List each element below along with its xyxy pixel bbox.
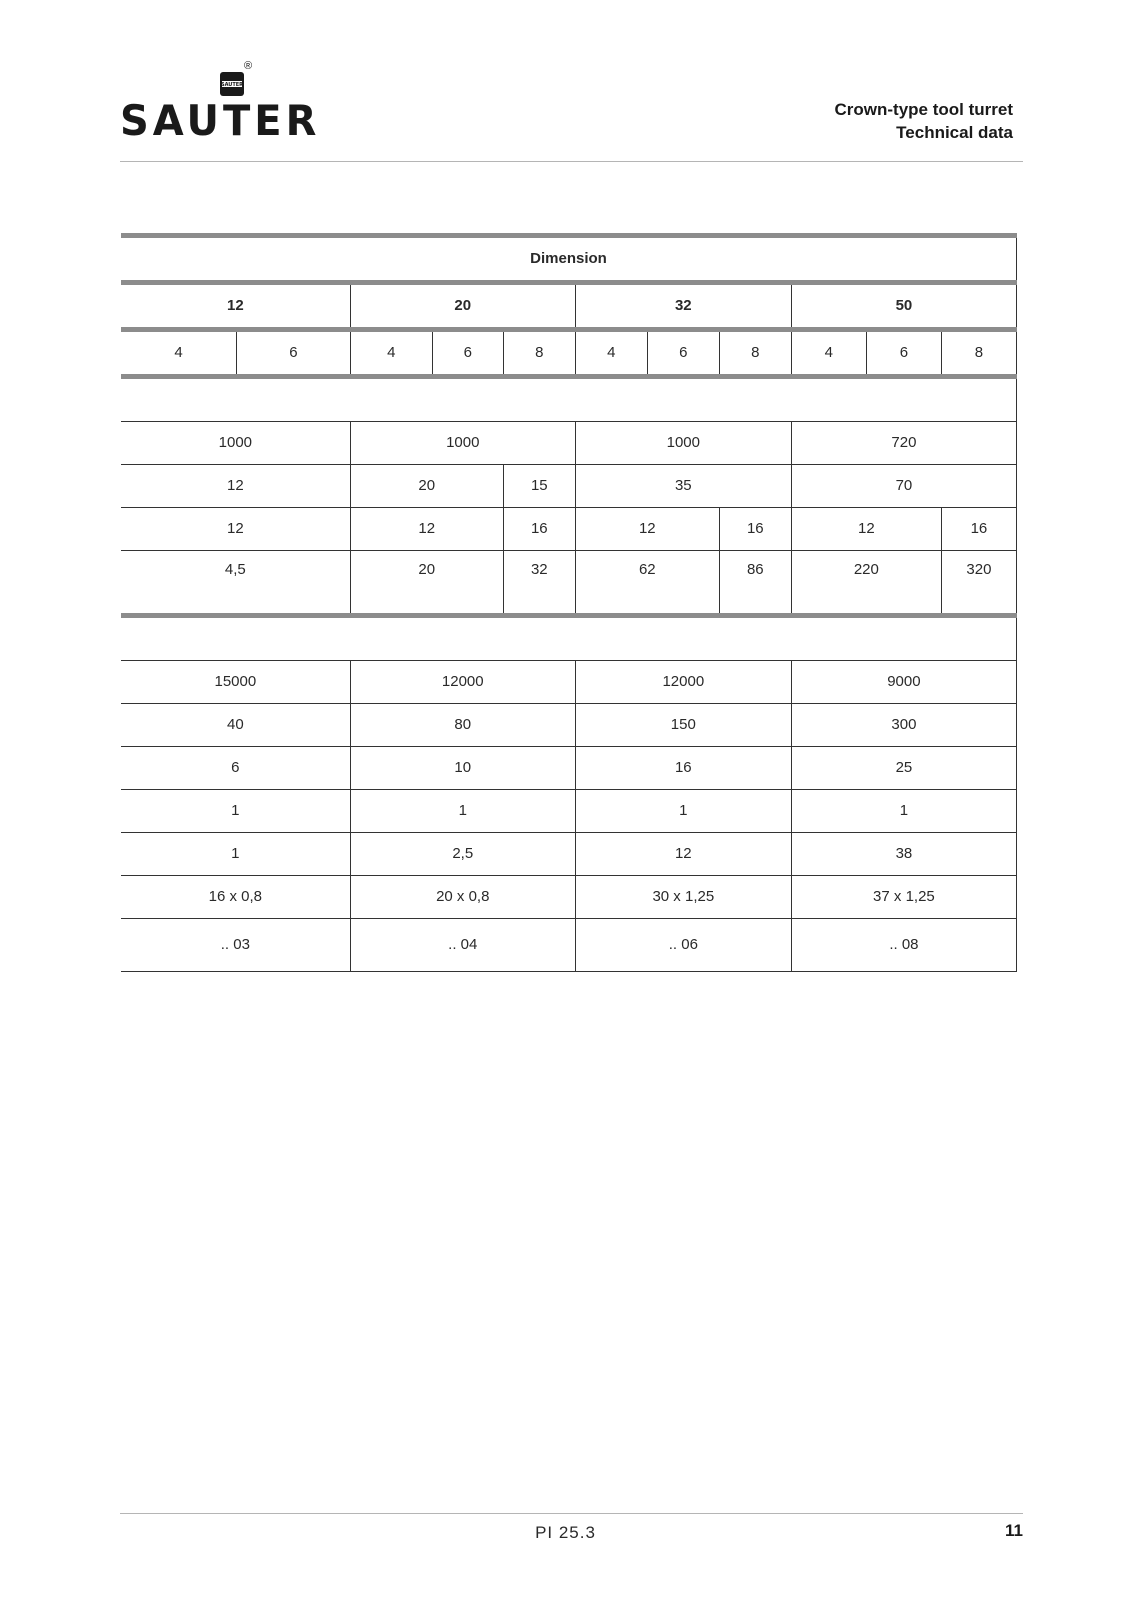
table-cell: 1000 — [575, 422, 791, 465]
table-cell: 4,5 — [121, 551, 350, 616]
table-cell: 1 — [791, 790, 1016, 833]
table-cell: .. 06 — [575, 919, 791, 972]
table-cell: 37 x 1,25 — [791, 876, 1016, 919]
table-cell: 12000 — [575, 661, 791, 704]
table-cell: 2,5 — [350, 833, 575, 876]
table-cell: 80 — [350, 704, 575, 747]
table-row — [121, 919, 1017, 972]
table-cell: 16 — [575, 747, 791, 790]
size-header: 32 — [575, 283, 791, 330]
sauter-badge-icon — [219, 71, 245, 97]
registered-mark: ® — [244, 60, 253, 72]
table-cell: 16 — [719, 508, 791, 551]
station-count: 8 — [941, 330, 1016, 377]
station-count: 8 — [719, 330, 791, 377]
footer-rule — [120, 1513, 1023, 1514]
table-cell: 62 — [575, 551, 719, 616]
table-cell: 300 — [791, 704, 1016, 747]
table-cell: 12 — [575, 508, 719, 551]
station-count: 6 — [647, 330, 719, 377]
document-code: PI 25.3 — [535, 1523, 596, 1542]
table-cell: .. 04 — [350, 919, 575, 972]
table-row — [121, 876, 1017, 919]
table-cell: 70 — [791, 465, 1016, 508]
table-cell: 38 — [791, 833, 1016, 876]
table-row — [121, 422, 1017, 465]
table-row — [121, 661, 1017, 704]
badge-text: SAUTER — [220, 82, 244, 88]
size-header: 20 — [350, 283, 575, 330]
station-count: 6 — [237, 330, 351, 377]
table-cell: 16 — [503, 508, 575, 551]
table-cell: 12 — [791, 508, 941, 551]
table-row — [121, 465, 1017, 508]
table-cell: 12 — [575, 833, 791, 876]
table-row — [121, 508, 1017, 551]
size-header: 12 — [121, 283, 350, 330]
table-caption: Dimension — [121, 236, 1017, 283]
table-row — [121, 747, 1017, 790]
table-cell: 20 — [350, 465, 503, 508]
table-row — [121, 704, 1017, 747]
table-row — [121, 236, 1017, 283]
size-header: 50 — [791, 283, 1016, 330]
table-cell: 15 — [503, 465, 575, 508]
table-row — [121, 330, 1017, 377]
table-cell: 12000 — [350, 661, 575, 704]
station-count: 4 — [791, 330, 866, 377]
table-cell: .. 03 — [121, 919, 350, 972]
header-rule — [120, 161, 1023, 162]
table-cell: 25 — [791, 747, 1016, 790]
table-cell: 6 — [121, 747, 350, 790]
table-cell: 86 — [719, 551, 791, 616]
table-cell: 16 — [941, 508, 1016, 551]
table-row — [121, 833, 1017, 876]
table-cell: 1000 — [350, 422, 575, 465]
table-cell: 220 — [791, 551, 941, 616]
station-count: 4 — [350, 330, 432, 377]
table-cell: .. 08 — [791, 919, 1016, 972]
logo-wordmark: SAUTER — [120, 97, 321, 146]
table-cell: 40 — [121, 704, 350, 747]
empty-cell — [121, 377, 1017, 422]
station-count: 8 — [503, 330, 575, 377]
table-cell: 9000 — [791, 661, 1016, 704]
station-count: 6 — [432, 330, 503, 377]
table-cell: 20 — [350, 551, 503, 616]
table-cell: 12 — [350, 508, 503, 551]
table-cell: 1 — [350, 790, 575, 833]
table-cell: 20 x 0,8 — [350, 876, 575, 919]
document-title — [835, 98, 1014, 144]
table-cell: 12 — [121, 508, 350, 551]
table-row — [121, 551, 1017, 616]
table-cell: 16 x 0,8 — [121, 876, 350, 919]
table-cell: 720 — [791, 422, 1016, 465]
station-count: 4 — [121, 330, 237, 377]
table-cell: 1 — [121, 790, 350, 833]
sauter-logo — [120, 60, 321, 146]
section-spacer — [121, 616, 1017, 661]
table-cell: 10 — [350, 747, 575, 790]
technical-data-table — [121, 233, 1017, 972]
table-cell: 12 — [121, 465, 350, 508]
table-cell: 15000 — [121, 661, 350, 704]
table-cell: 1 — [575, 790, 791, 833]
table-cell: 35 — [575, 465, 791, 508]
table-cell: 1000 — [121, 422, 350, 465]
empty-cell — [121, 616, 1017, 661]
table-row — [121, 790, 1017, 833]
document-title-line1: Crown-type tool turret — [834, 100, 1013, 119]
table-cell: 150 — [575, 704, 791, 747]
table-cell: 32 — [503, 551, 575, 616]
table-cell: 1 — [121, 833, 350, 876]
section-spacer — [121, 377, 1017, 422]
page-number: 11 — [1005, 1521, 1023, 1540]
table-cell: 30 x 1,25 — [575, 876, 791, 919]
document-title-line2: Technical data — [896, 123, 1013, 142]
station-count: 4 — [575, 330, 647, 377]
table-cell: 320 — [941, 551, 1016, 616]
table-row — [121, 283, 1017, 330]
station-count: 6 — [866, 330, 941, 377]
